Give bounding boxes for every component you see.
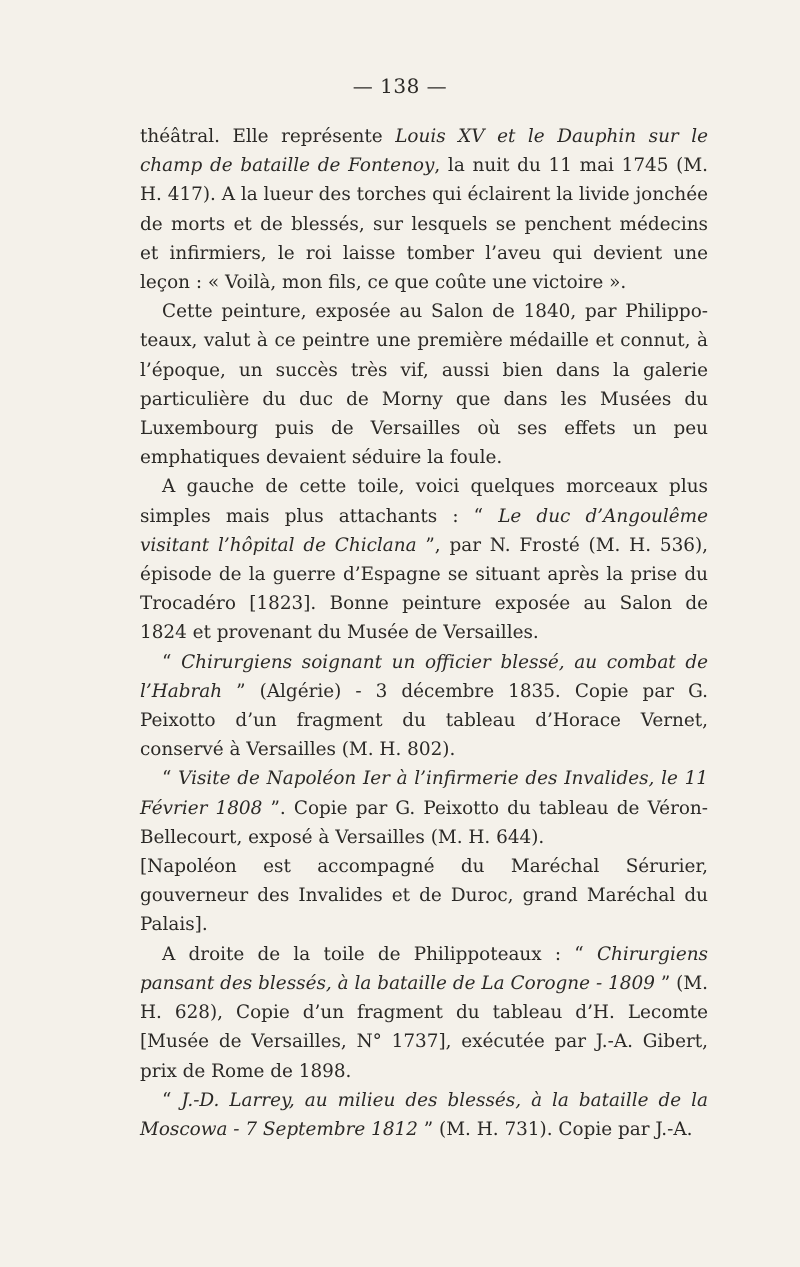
italic-title: Louis XV et le Dauphin sur le champ de bataille de Fontenoy — [140, 126, 708, 177]
paragraph-6 — [140, 852, 708, 940]
paragraph-8 — [140, 1086, 708, 1144]
text-span: A droite de la toile de Philippoteaux : “ — [162, 943, 597, 965]
paragraph-4 — [140, 648, 708, 765]
text-span: A gauche de cette toile, voici quelques morceaux plus simples mais plus attachants : “ — [140, 476, 708, 527]
italic-title: Visite de Napoléon Ier à l’infirmerie des Invalides, le 11 Février 1808 — [140, 768, 708, 819]
paragraph-3 — [140, 472, 708, 647]
text-span: ”, par N. Frosté (M. H. 536), épisode de la guerre d’Espagne se situant après la prise du Trocadéro [1823]. Bonne peinture exposée au Salon de 1824 et provenant du Musée de Versailles. — [140, 534, 708, 644]
text-span: théâtral. Elle représente — [140, 126, 396, 147]
paragraph-2 — [140, 297, 708, 472]
paragraph-7 — [140, 940, 708, 1086]
text-span: “ — [162, 768, 179, 790]
paragraph-5 — [140, 764, 708, 852]
body-text — [140, 122, 708, 1144]
italic-title: J.-D. Larrey, au milieu des blessés, à la bataille de la Moscowa - 7 Septembre 1812 — [140, 1089, 709, 1140]
text-span: ” (M. H. 731). Copie par J.-A. — [417, 1118, 693, 1140]
paragraph-1 — [140, 122, 708, 297]
text-span: Cette peinture, exposée au Salon de 1840, par Philippo-teaux, valut à ce peintre une première médaille et connut, à l’époque, un succès très vif, aussi bien dans la galerie particulière du duc de Morny que dans les Musées du Luxembourg puis de Versailles où ses effets un peu emphatiques devaient séduire la foule. — [140, 301, 708, 469]
text-span: ” (Algérie) - 3 décembre 1835. Copie par G. Peixotto d’un fragment du tableau d’Horace Vernet, conservé à Versailles (M. H. 802). — [140, 680, 708, 761]
text-span: [Napoléon est accompagné du Maréchal Sérurier, gouverneur des Invalides et de Duroc, grand Maréchal du Palais]. — [140, 856, 708, 936]
text-span: ” (M. H. 628), Copie d’un fragment du tableau d’H. Lecomte [Musée de Versailles, N° 1737], exécutée par J.-A. Gibert, prix de Rome de 1898. — [140, 972, 709, 1082]
text-span: “ — [162, 651, 182, 673]
italic-title: Le duc d’Angoulême visitant l’hôpital de Chiclana — [140, 505, 708, 556]
text-span: “ — [162, 1089, 182, 1111]
page-number: — 138 — — [352, 74, 448, 98]
text-span: , la nuit du 11 mai 1745 (M. H. 417). A la lueur des torches qui éclairent la livide jonchée de morts et de blessés, sur lesquels se penchent médecins et infirmiers, le roi laisse tomber l’aveu qui devient une leçon : « Voilà, mon fils, ce que coûte une victoire ». — [140, 155, 709, 294]
italic-title: Chirurgiens soignant un officier blessé, au combat de l’Habrah — [140, 651, 708, 702]
italic-title: Chirurgiens pansant des blessés, à la bataille de La Corogne - 1809 — [140, 943, 708, 994]
text-span: ”. Copie par G. Peixotto du tableau de Véron-Bellecourt, exposé à Versailles (M. H. 644). — [140, 797, 708, 848]
